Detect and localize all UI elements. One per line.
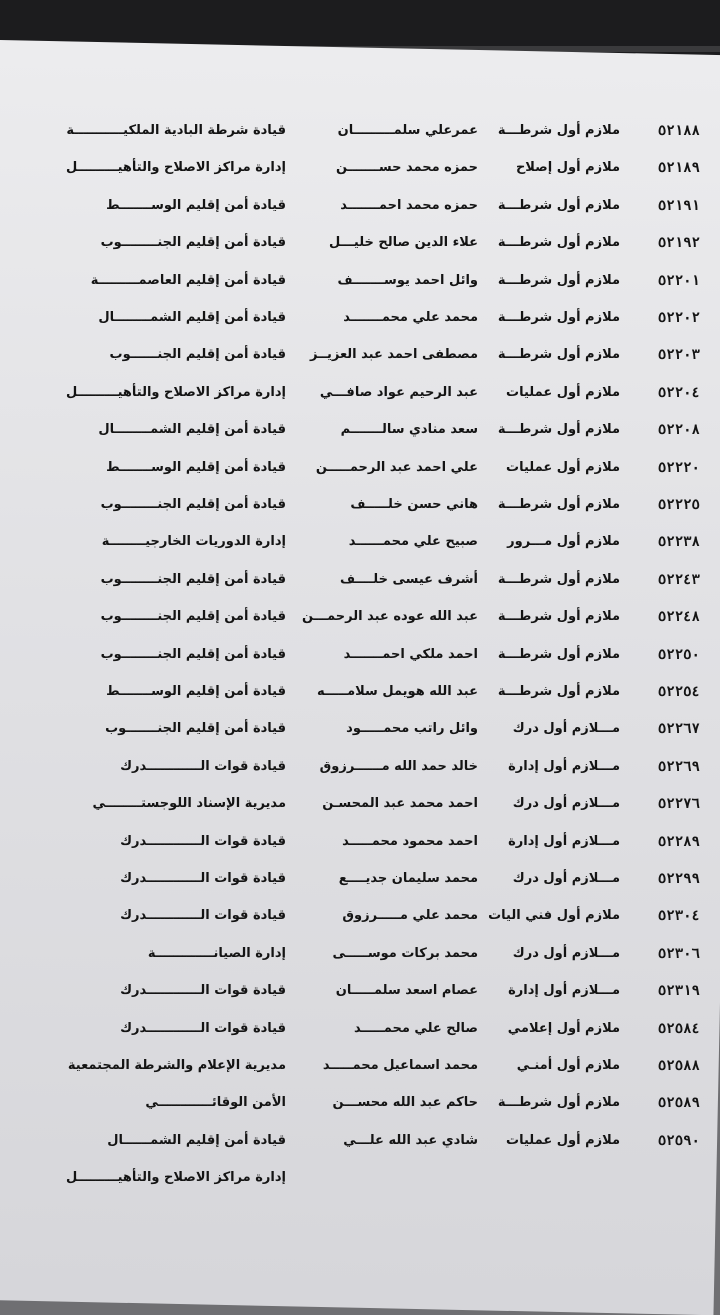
- rank-title: ملازم أول شرطـــة: [497, 123, 620, 138]
- list-row: [0, 937, 720, 971]
- rank-title: ملازم أول شرطـــة: [497, 235, 620, 251]
- list-row: [0, 974, 720, 1008]
- officer-name: عبد الرحيم عواد صافـــي: [319, 384, 478, 400]
- assigned-unit: قيادة قوات الــــــــــــدرك: [120, 833, 286, 849]
- list-row: [0, 712, 720, 746]
- record-number: ٥٢٢٠٤: [657, 384, 700, 401]
- rank-title: مـــلازم أول درك: [512, 871, 620, 886]
- assigned-unit: قيادة أمن إقليم الجنــــــــوب: [100, 497, 286, 512]
- list-row: [0, 151, 720, 185]
- record-number: ٥٢٢٢٠: [657, 459, 700, 476]
- list-row: [0, 862, 720, 896]
- record-number: ٥٢٥٨٤: [657, 1020, 700, 1037]
- list-row: [0, 1124, 720, 1158]
- record-number: ٥٢٣٠٦: [657, 945, 700, 962]
- officer-name: محمد علي مـــــرزوق: [342, 908, 478, 924]
- officer-name: شادي عبد الله علـــي: [343, 1132, 478, 1148]
- record-number: ٥٢٢٦٧: [657, 721, 700, 738]
- assigned-unit: قيادة أمن إقليم الجنــــــــوب: [100, 646, 286, 662]
- list-row: [0, 1012, 720, 1046]
- assigned-unit: مديرية الإسناد اللوجستــــــــي: [92, 796, 286, 812]
- record-number: ٥٢٢٠١: [657, 272, 700, 289]
- list-row: [0, 226, 720, 260]
- record-number: ٥٢٢٠٨: [657, 422, 700, 439]
- officer-name: احمد ملكي احمـــــــد: [343, 646, 478, 662]
- assigned-unit: قيادة شرطة البادية الملكيـــــــــــة: [66, 123, 286, 138]
- officer-name: صبيح علي محمــــــد: [348, 534, 478, 550]
- trailing-unit: إدارة مراكز الاصلاح والتأهيـــــــــل: [65, 1170, 286, 1186]
- record-number: ٥٢٢٧٦: [657, 796, 700, 813]
- assigned-unit: قيادة أمن إقليم الوســـــــط: [106, 197, 286, 213]
- list-row: [0, 787, 720, 821]
- rank-title: ملازم أول شرطـــة: [497, 422, 620, 438]
- rank-title: ملازم أول شرطـــة: [497, 571, 620, 587]
- record-number: ٥٢٥٨٨: [657, 1058, 700, 1074]
- officer-name: محمد سليمان جديــــع: [338, 871, 478, 886]
- list-row: [0, 488, 720, 522]
- assigned-unit: الأمن الوقائــــــــــــي: [145, 1095, 286, 1111]
- officer-name: عمرعلي سلمـــــــــان: [337, 123, 478, 138]
- officer-name: محمد بركات موســـــى: [332, 945, 478, 961]
- assigned-unit: قيادة قوات الــــــــــــدرك: [120, 871, 286, 886]
- assigned-unit: إدارة مراكز الاصلاح والتأهيـــــــــل: [65, 384, 286, 400]
- assigned-unit: قيادة أمن إقليم الجنــــــوب: [109, 347, 286, 363]
- rank-title: ملازم أول شرطـــة: [497, 1095, 620, 1111]
- assigned-unit: قيادة أمن إقليم الجنــــــــوب: [100, 609, 286, 625]
- officer-name: محمد اسماعيل محمـــــد: [322, 1058, 478, 1073]
- record-number: ٥٢٥٨٩: [657, 1095, 700, 1112]
- list-row: [0, 114, 720, 148]
- assigned-unit: قيادة أمن إقليم العاصمـــــــــة: [90, 272, 286, 288]
- rank-title: ملازم أول شرطـــة: [497, 310, 620, 325]
- assigned-unit: قيادة أمن إقليم الجنــــــــوب: [100, 235, 286, 251]
- rank-title: ملازم أول شرطـــة: [497, 347, 620, 363]
- rank-title: مـــلازم أول إدارة: [508, 983, 620, 999]
- record-number: ٥٢٢٠٣: [657, 347, 700, 364]
- officer-name: سعد منادي سالـــــــم: [340, 422, 478, 438]
- rank-title: ملازم أول عمليات: [506, 384, 620, 400]
- officer-name: حمزه محمد احمـــــــد: [340, 197, 478, 213]
- assigned-unit: مديرية الإعلام والشرطة المجتمعية: [67, 1058, 286, 1073]
- list-row: [0, 638, 720, 672]
- officer-name: محمد علي محمـــــــد: [343, 310, 478, 325]
- list-row: [0, 825, 720, 859]
- officer-name: حمزه محمد حســـــــن: [336, 160, 478, 176]
- record-number: ٥٢١٨٨: [657, 123, 700, 139]
- officer-name: علي احمد عبد الرحمـــــن: [315, 459, 478, 475]
- record-number: ٥٢١٩١: [657, 197, 700, 214]
- list-row: [0, 376, 720, 410]
- rank-title: ملازم أول عمليات: [506, 459, 620, 475]
- rank-title: مـــلازم أول درك: [512, 721, 620, 737]
- rank-title: مـــلازم أول درك: [512, 945, 620, 961]
- record-number: ٥٢٢٥٠: [657, 646, 700, 663]
- record-number: ٥٢٥٩٠: [657, 1132, 700, 1149]
- assigned-unit: قيادة أمن إقليم الجنــــــــوب: [100, 571, 286, 587]
- list-row: [0, 750, 720, 784]
- assigned-unit: قيادة قوات الــــــــــــدرك: [120, 758, 286, 774]
- rank-title: ملازم أول مـــرور: [507, 534, 620, 550]
- rank-title: ملازم أول إعلامي: [507, 1020, 620, 1036]
- officer-name: عبد الله عوده عبد الرحمـــن: [302, 609, 478, 625]
- rank-title: ملازم أول عمليات: [506, 1132, 620, 1148]
- list-row: [0, 675, 720, 709]
- rank-title: مـــلازم أول إدارة: [508, 833, 620, 849]
- record-number: ٥٢٢٤٨: [657, 609, 700, 626]
- officer-name: عبد الله هويمل سلامـــــه: [317, 684, 478, 699]
- rank-title: ملازم أول فني اليات: [488, 908, 620, 924]
- list-row: [0, 451, 720, 485]
- record-number: ٥٢٢٦٩: [657, 758, 700, 775]
- record-number: ٥٢٢٠٢: [657, 310, 700, 326]
- assigned-unit: إدارة مراكز الاصلاح والتأهيـــــــــل: [65, 160, 286, 176]
- record-number: ٥٢٢٥٤: [657, 684, 700, 700]
- rank-title: ملازم أول شرطـــة: [497, 609, 620, 625]
- assigned-unit: قيادة أمن إقليم الشمــــــــال: [98, 310, 286, 325]
- assigned-unit: قيادة أمن إقليم الوســـــــط: [106, 684, 286, 699]
- record-number: ٥٢١٩٢: [657, 235, 700, 252]
- assigned-unit: قيادة أمن إقليم الشمــــــــال: [98, 422, 286, 438]
- rank-title: مـــلازم أول إدارة: [508, 758, 620, 774]
- record-number: ٥٢٣٠٤: [657, 908, 700, 925]
- list-row: [0, 413, 720, 447]
- officer-name: أشرف عيسى خلــــف: [340, 571, 478, 587]
- rank-title: ملازم أول شرطـــة: [497, 497, 620, 512]
- record-number: ٥٢٣١٩: [657, 983, 700, 1000]
- list-row: [0, 899, 720, 933]
- list-row: [0, 525, 720, 559]
- rank-title: مـــلازم أول درك: [512, 796, 620, 812]
- rank-title: ملازم أول شرطـــة: [497, 646, 620, 662]
- record-number: ٥٢٢٤٣: [657, 571, 700, 588]
- record-number: ٥٢٢٨٩: [657, 833, 700, 850]
- list-row: [0, 301, 720, 335]
- assigned-unit: إدارة الدوريات الخارجيــــــــة: [101, 534, 286, 550]
- rank-title: ملازم أول إصلاح: [515, 160, 620, 176]
- officer-name: مصطفى احمد عبد العزيــز: [310, 347, 478, 363]
- record-number: ٥٢٢٣٨: [657, 534, 700, 551]
- officer-name: وائل راتب محمـــــود: [346, 721, 478, 737]
- list-row: [0, 1086, 720, 1120]
- officer-name: وائل احمد يوســـــــف: [337, 272, 478, 288]
- assigned-unit: إدارة الصيانـــــــــــــة: [147, 945, 286, 961]
- assigned-unit: قيادة أمن إقليم الوســـــــط: [106, 459, 286, 475]
- list-row: [0, 1049, 720, 1083]
- officer-name: احمد محمود محمـــــد: [342, 833, 478, 849]
- list-row: [0, 563, 720, 597]
- assigned-unit: قيادة أمن إقليم الشمــــــال: [107, 1132, 286, 1148]
- officer-name: حاكم عبد الله محســـن: [332, 1095, 478, 1111]
- list-row: [0, 189, 720, 223]
- rank-title: ملازم أول أمنـي: [516, 1058, 620, 1073]
- officer-name: هاني حسن خلـــــف: [350, 497, 478, 512]
- officer-name: صالح علي محمـــــد: [354, 1020, 478, 1036]
- rank-title: ملازم أول شرطـــة: [497, 272, 620, 288]
- list-row: [0, 338, 720, 372]
- record-number: ٥٢٢٢٥: [657, 497, 700, 513]
- list-row: [0, 600, 720, 634]
- record-number: ٥٢٢٩٩: [657, 871, 700, 887]
- assigned-unit: قيادة قوات الــــــــــــدرك: [120, 908, 286, 924]
- officer-name: عصام اسعد سلمـــــان: [335, 983, 478, 999]
- rank-title: ملازم أول شرطـــة: [497, 684, 620, 699]
- rank-title: ملازم أول شرطـــة: [497, 197, 620, 213]
- list-row: [0, 264, 720, 298]
- officer-name: خالد حمد الله مــــــرزوق: [319, 758, 478, 774]
- assigned-unit: قيادة قوات الــــــــــــدرك: [120, 1020, 286, 1036]
- assigned-unit: قيادة أمن إقليم الجنـــــــوب: [105, 721, 286, 737]
- officer-name: علاء الدين صالح خليـــل: [328, 235, 478, 251]
- officer-name: احمد محمد عبد المحسـن: [322, 796, 478, 812]
- assigned-unit: قيادة قوات الــــــــــــدرك: [120, 983, 286, 999]
- trailing-line: [0, 1161, 720, 1195]
- record-number: ٥٢١٨٩: [657, 160, 700, 177]
